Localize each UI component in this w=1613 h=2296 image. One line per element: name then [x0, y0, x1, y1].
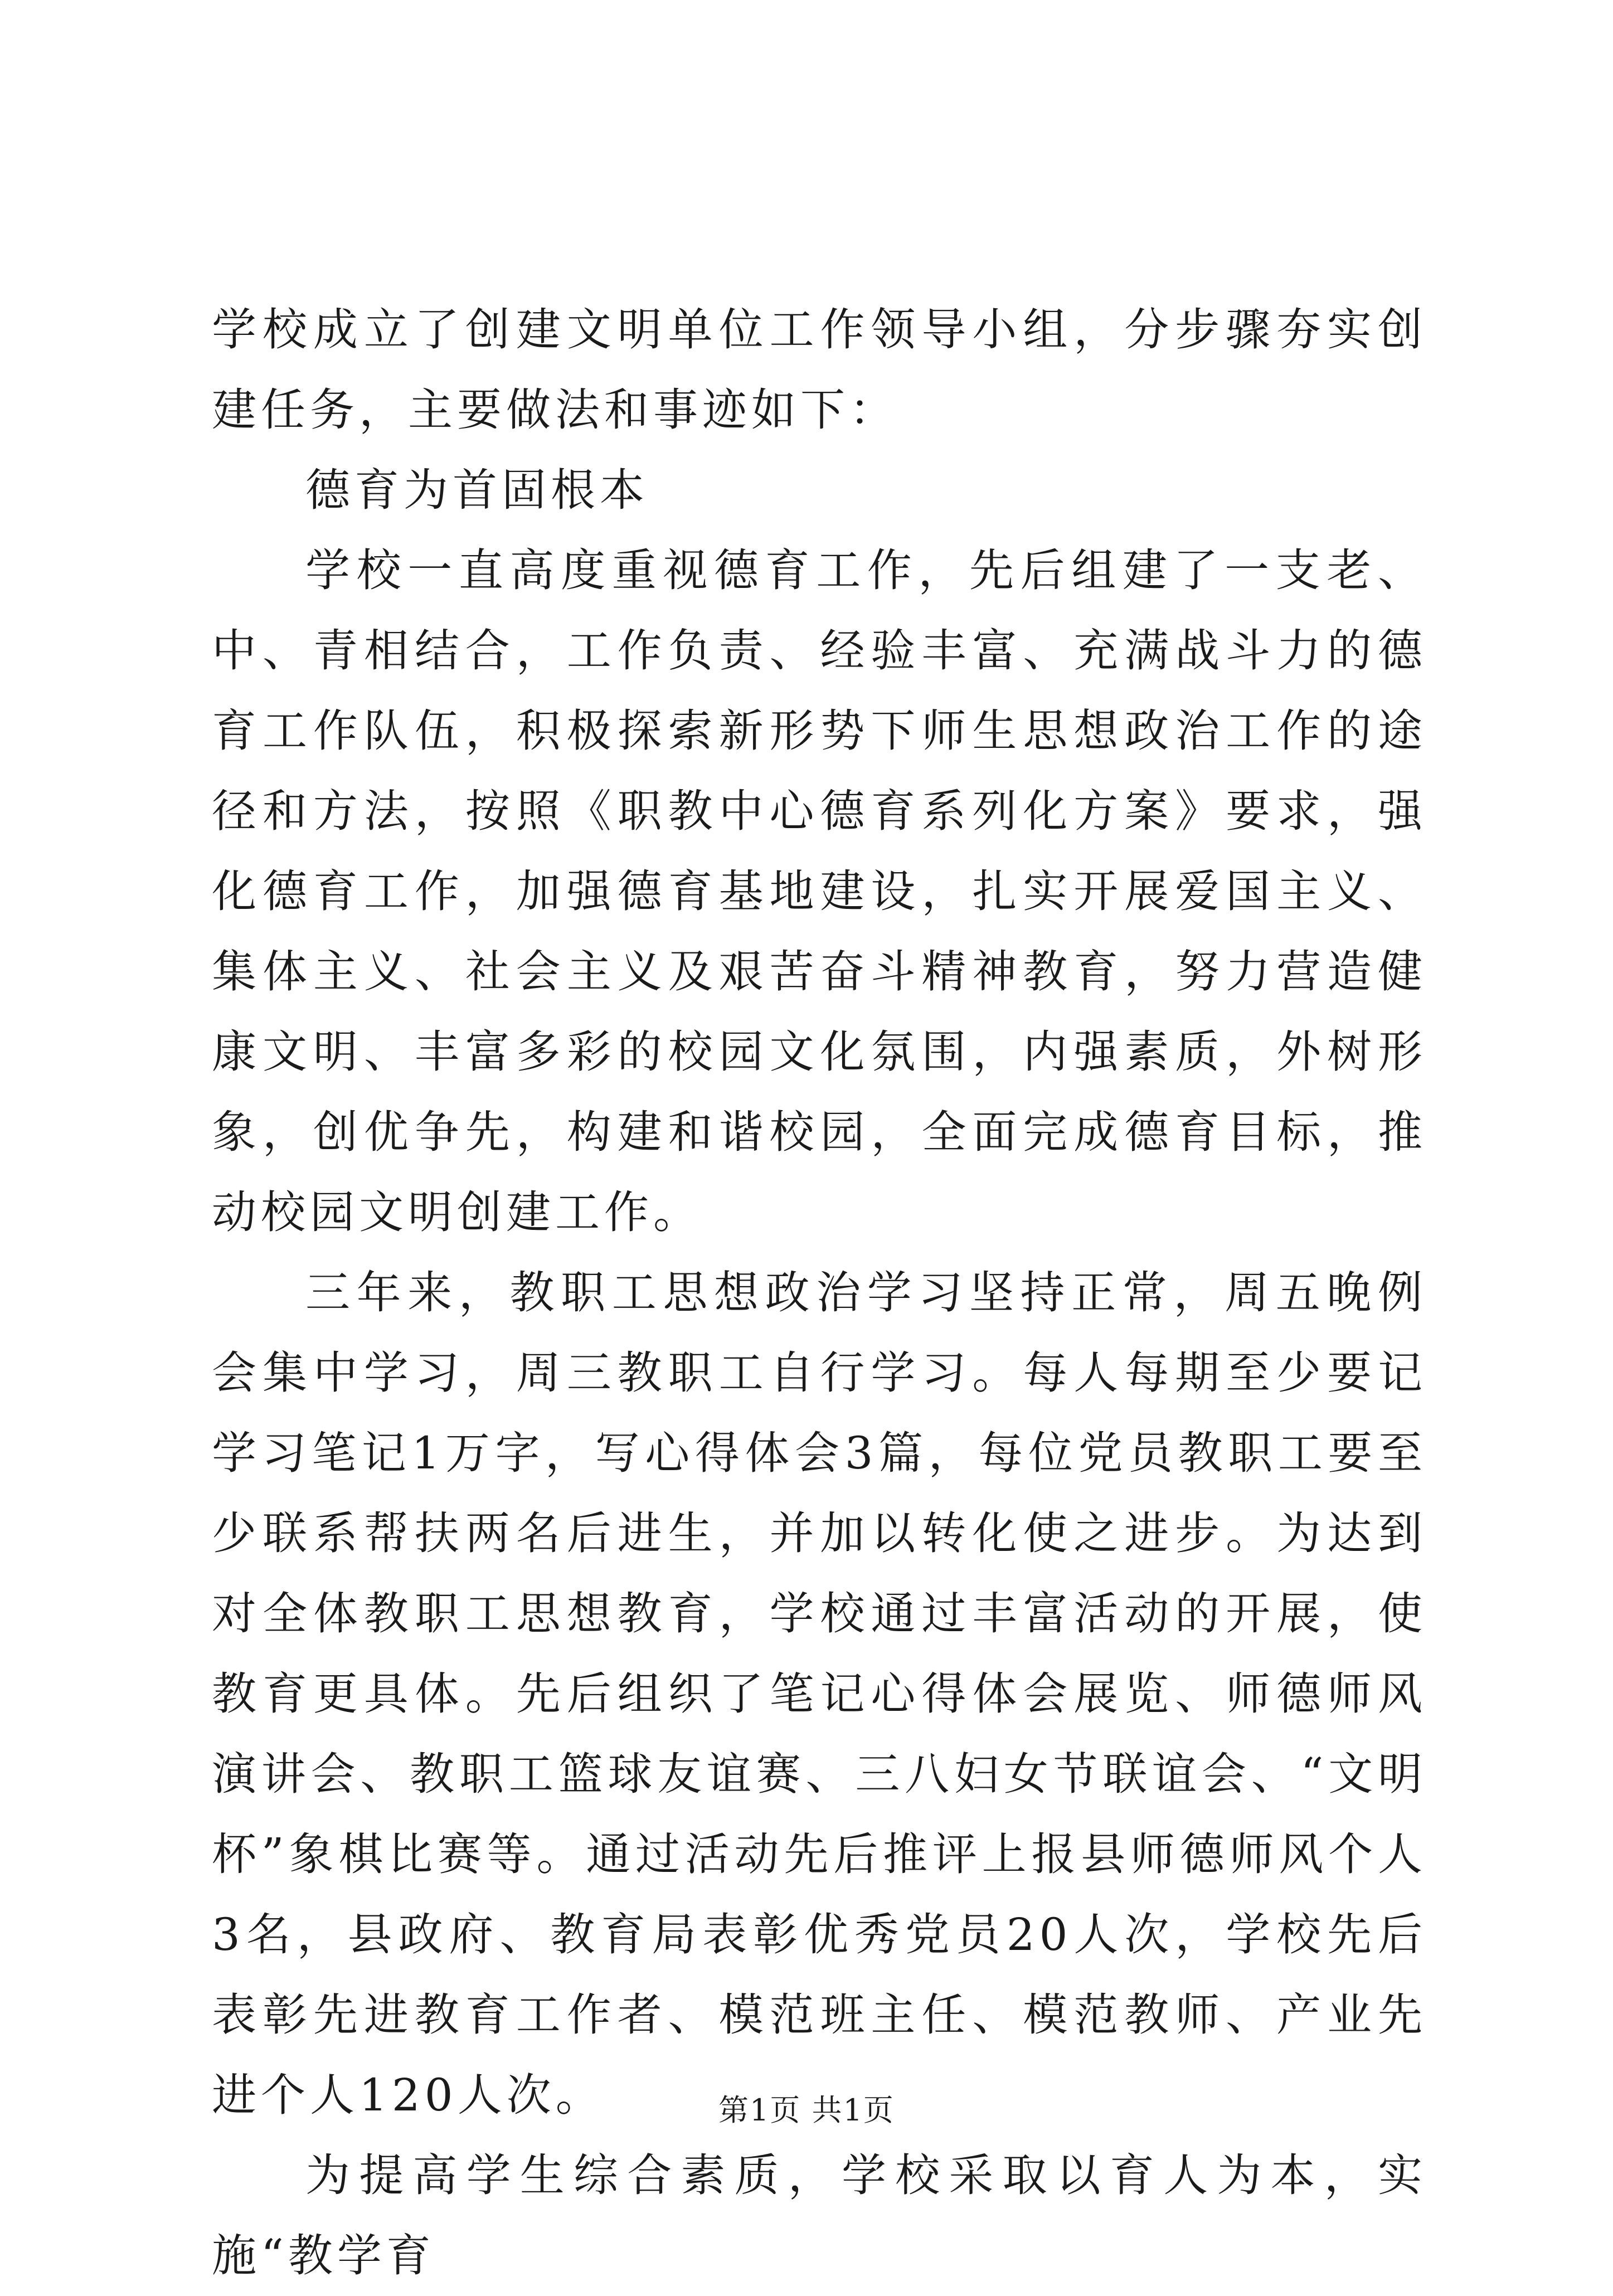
page-footer: 第1页 共1页 [718, 2093, 895, 2128]
paragraph-student-quality: 为提高学生综合素质，学校采取以育人为本，实施“教学育 [212, 2149, 1427, 2282]
paragraph-moral-education: 学校一直高度重视德育工作，先后组建了一支老、中、青相结合，工作负责、经验丰富、充满战斗力的德育工作队伍，积极探索新形势下师生思想政治工作的途径和方法，按照《职教中心德育系列化方案》要求，强化德育工作，加强德育基地建设，扎实开展爱国主义、集体主义、社会主义及艰苦奋斗精神教育，努力营造健康文明、丰富多彩的校园文化氛围，内强素质，外树形象，创优争先，构建和谐校园，全面完成德育目标，推动校园文明创建工作。 [212, 544, 1427, 1238]
section-heading: 德育为首固根本 [305, 464, 649, 516]
document-body [212, 290, 1427, 2296]
paragraph-intro: 学校成立了创建文明单位工作领导小组，分步骤夯实创建任务，主要做法和事迹如下： [212, 304, 1427, 436]
paragraph-staff-study: 三年来，教职工思想政治学习坚持正常，周五晚例会集中学习，周三教职工自行学习。每人每期至少要记学习笔记1万字，写心得体会3篇，每位党员教职工要至少联系帮扶两名后进生，并加以转化使之进步。为达到对全体教职工思想教育，学校通过丰富活动的开展，使教育更具体。先后组织了笔记心得体会展览、师德师风演讲会、教职工篮球友谊赛、三八妇女节联谊会、“文明杯”象棋比赛等。通过活动先后推评上报县师德师风个人3名，县政府、教育局表彰优秀党员20人次，学校先后表彰先进教育工作者、模范班主任、模范教师、产业先进个人120人次。 [212, 1267, 1427, 2121]
